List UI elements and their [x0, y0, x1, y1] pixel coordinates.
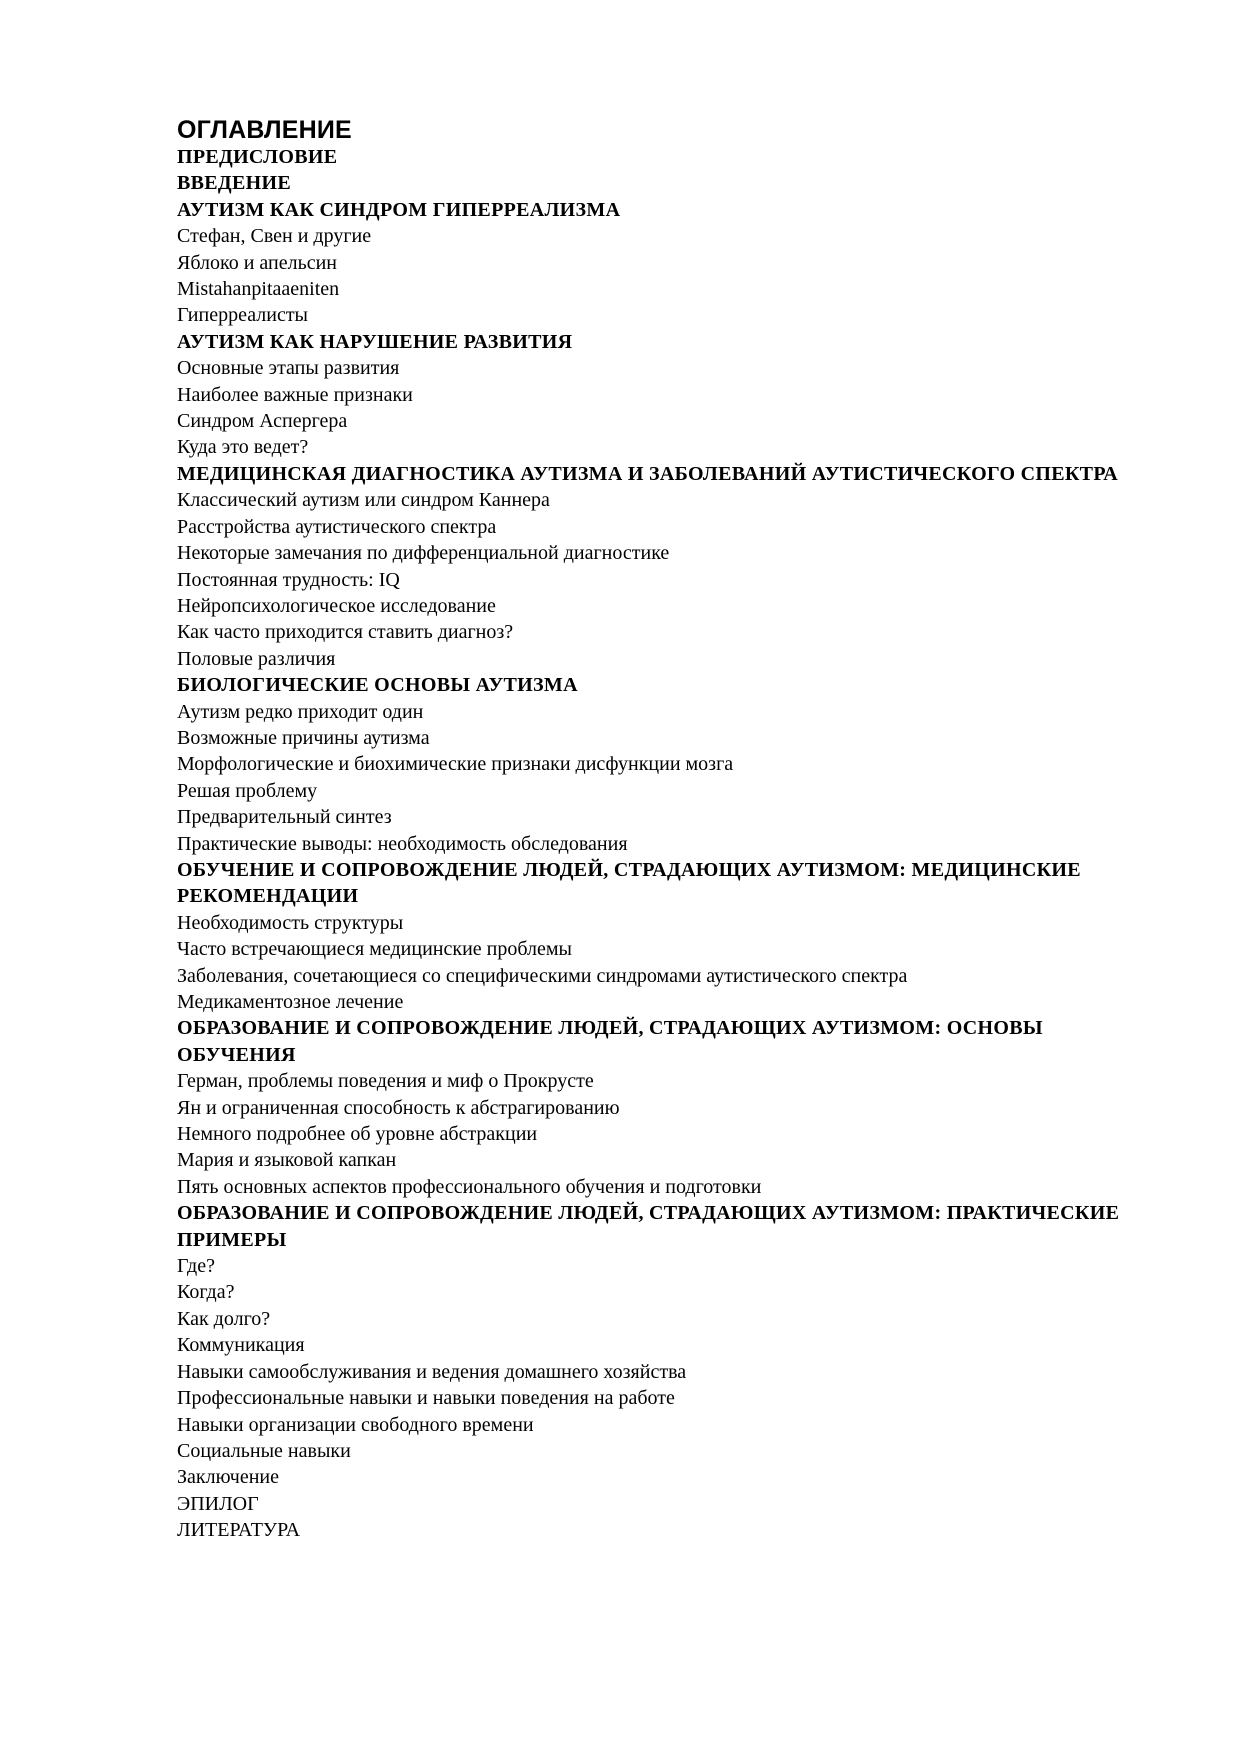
toc-section-heading: ПРЕДИСЛОВИЕ [177, 146, 338, 168]
toc-entry: Стефан, Свен и другие [177, 225, 372, 248]
toc-entry: Медикаментозное лечение [177, 991, 404, 1013]
toc-entry: ЭПИЛОГ [177, 1492, 259, 1515]
toc-section-heading: АУТИЗМ КАК НАРУШЕНИЕ РАЗВИТИЯ [177, 330, 573, 353]
toc-entry: Основные этапы развития [177, 357, 400, 380]
toc-entry: Необходимость структуры [177, 911, 404, 934]
toc-entry: Синдром Аспергера [177, 410, 348, 433]
toc-section-heading: ОБРАЗОВАНИЕ И СОПРОВОЖДЕНИЕ ЛЮДЕЙ, СТРАДАЮЩИХ АУТИЗМОМ: ОСНОВЫ ОБУЧЕНИЯ [177, 1017, 1043, 1066]
toc-entry: Коммуникация [177, 1334, 305, 1357]
toc-entry: Когда? [177, 1281, 235, 1304]
toc-entry: Постоянная трудность: IQ [177, 568, 400, 591]
toc-entry: Куда это ведет? [177, 436, 309, 459]
toc-section-heading: АУТИЗМ КАК СИНДРОМ ГИПЕРРЕАЛИЗМА [177, 198, 621, 221]
toc-entry: Мария и языковой капкан [177, 1149, 397, 1172]
toc-entry: Наиболее важные признаки [177, 383, 413, 406]
toc-entry: Навыки организации свободного времени [177, 1413, 534, 1436]
toc-entry: Социальные навыки [177, 1439, 351, 1462]
toc-entry: ЛИТЕРАТУРА [177, 1519, 301, 1542]
toc-content [177, 114, 1137, 1544]
toc-entry: Как часто приходится ставить диагноз? [177, 621, 514, 644]
toc-title: ОГЛАВЛЕНИЕ [177, 116, 352, 144]
toc-entry: Немного подробнее об уровне абстракции [177, 1123, 538, 1146]
toc-entry: Нейропсихологическое исследование [177, 594, 496, 617]
toc-entry: Mistahanpitaaeniten [177, 278, 340, 301]
toc-entry: Как долго? [177, 1307, 271, 1330]
toc-entry: Предварительный синтез [177, 806, 392, 829]
toc-entry: Морфологические и биохимические признаки дисфункции мозга [177, 753, 734, 776]
toc-entry: Ян и ограниченная способность к абстрагированию [177, 1096, 620, 1119]
toc-section-heading: ОБРАЗОВАНИЕ И СОПРОВОЖДЕНИЕ ЛЮДЕЙ, СТРАДАЮЩИХ АУТИЗМОМ: ПРАКТИЧЕСКИЕ ПРИМЕРЫ [177, 1202, 1120, 1251]
toc-entry: Расстройства аутистического спектра [177, 515, 497, 538]
toc-list [177, 144, 1137, 1544]
toc-entry: Некоторые замечания по дифференциальной диагностике [177, 542, 670, 565]
toc-entry: Аутизм редко приходит один [177, 700, 424, 723]
toc-entry: Заболевания, сочетающиеся со специфическими синдромами аутистического спектра [177, 964, 908, 987]
toc-entry: Где? [177, 1255, 215, 1278]
toc-section-heading: БИОЛОГИЧЕСКИЕ ОСНОВЫ АУТИЗМА [177, 674, 578, 697]
toc-entry: Заключение [177, 1466, 279, 1489]
toc-entry: Возможные причины аутизма [177, 726, 430, 749]
toc-entry: Пять основных аспектов профессионального обучения и подготовки [177, 1175, 762, 1198]
toc-section-heading: ВВЕДЕНИЕ [177, 172, 291, 195]
toc-entry: Профессиональные навыки и навыки поведения на работе [177, 1387, 675, 1410]
toc-entry: Яблоко и апельсин [177, 251, 337, 274]
toc-entry: Часто встречающиеся медицинские проблемы [177, 938, 572, 961]
toc-entry: Решая проблему [177, 779, 318, 802]
toc-entry: Половые различия [177, 647, 336, 670]
toc-entry: Практические выводы: необходимость обследования [177, 832, 628, 855]
toc-entry: Гиперреалисты [177, 304, 308, 327]
toc-entry: Навыки самообслуживания и ведения домашнего хозяйства [177, 1360, 687, 1383]
toc-section-heading: МЕДИЦИНСКАЯ ДИАГНОСТИКА АУТИЗМА И ЗАБОЛЕВАНИЙ АУТИСТИЧЕСКОГО СПЕКТРА [177, 462, 1119, 485]
toc-entry: Классический аутизм или синдром Каннера [177, 489, 550, 512]
toc-entry: Герман, проблемы поведения и миф о Прокрусте [177, 1070, 594, 1093]
toc-section-heading: ОБУЧЕНИЕ И СОПРОВОЖДЕНИЕ ЛЮДЕЙ, СТРАДАЮЩИХ АУТИЗМОМ: МЕДИЦИНСКИЕ РЕКОМЕНДАЦИИ [177, 858, 1081, 908]
